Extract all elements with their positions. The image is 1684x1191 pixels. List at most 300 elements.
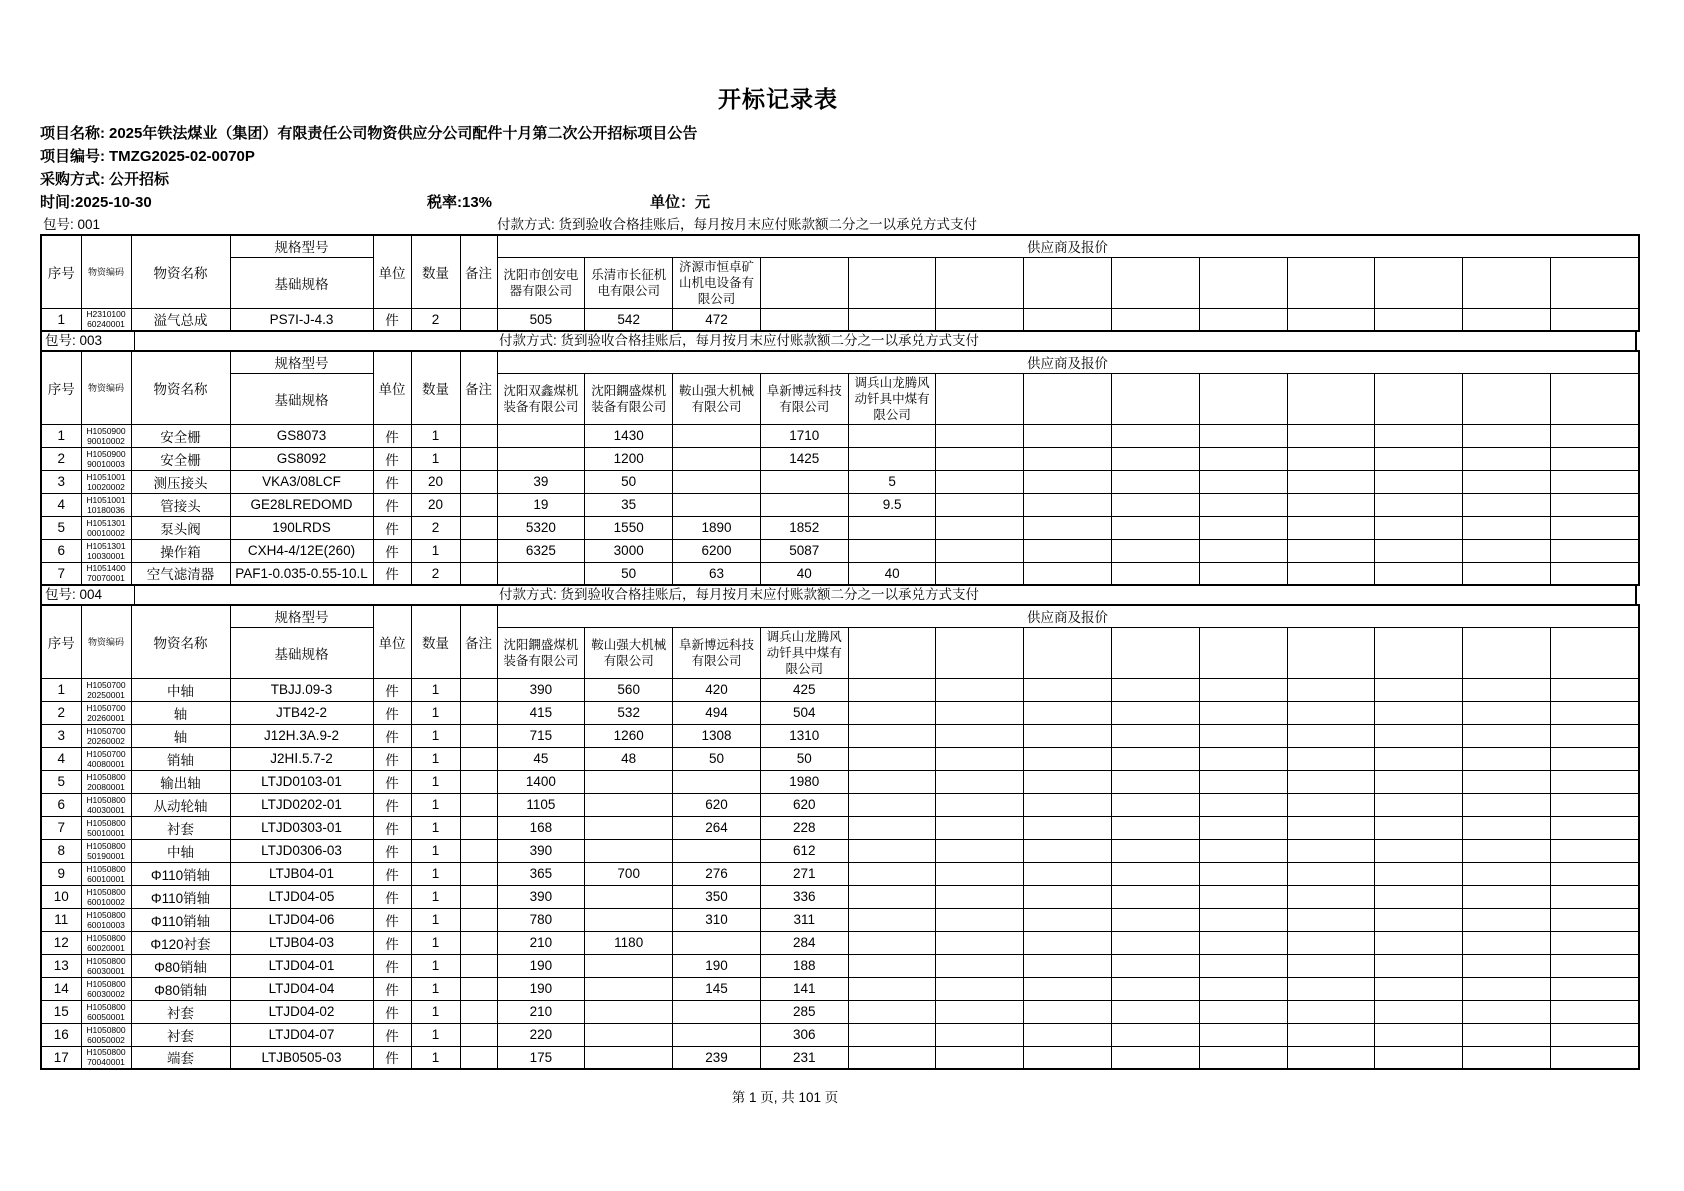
note-cell bbox=[460, 747, 497, 770]
empty-supplier-cell bbox=[1463, 627, 1551, 678]
empty-supplier-cell bbox=[936, 373, 1024, 424]
bid-cell bbox=[1112, 977, 1200, 1000]
bid-cell bbox=[1287, 516, 1375, 539]
bid-cell: 141 bbox=[760, 977, 848, 1000]
bid-cell bbox=[1551, 493, 1639, 516]
spec-cell: LTJD0103-01 bbox=[230, 770, 373, 793]
bid-cell bbox=[1375, 770, 1463, 793]
bid-cell: 228 bbox=[760, 816, 848, 839]
bid-cell: 35 bbox=[585, 493, 673, 516]
bid-cell bbox=[848, 724, 936, 747]
bid-cell: 1890 bbox=[673, 516, 761, 539]
bid-cell bbox=[1287, 977, 1375, 1000]
bid-cell: 63 bbox=[673, 562, 761, 585]
bid-cell: 365 bbox=[497, 862, 585, 885]
bid-cell bbox=[673, 493, 761, 516]
unit-field bbox=[650, 191, 710, 212]
bid-cell bbox=[585, 908, 673, 931]
bid-cell bbox=[497, 562, 585, 585]
bid-cell: 3000 bbox=[585, 539, 673, 562]
note-cell bbox=[460, 678, 497, 701]
bid-cell bbox=[585, 1046, 673, 1069]
material-name-cell: Φ110销轴 bbox=[131, 885, 230, 908]
bid-cell bbox=[585, 793, 673, 816]
note-cell bbox=[460, 954, 497, 977]
bid-cell bbox=[1024, 1000, 1112, 1023]
bid-cell bbox=[936, 839, 1024, 862]
empty-supplier-cell bbox=[1463, 373, 1551, 424]
tax-value: 13% bbox=[462, 194, 493, 211]
bid-cell bbox=[1199, 793, 1287, 816]
bid-cell: 1852 bbox=[760, 516, 848, 539]
bid-cell: 542 bbox=[585, 308, 673, 331]
spec-cell: LTJD0306-03 bbox=[230, 839, 373, 862]
bid-cell bbox=[848, 793, 936, 816]
bid-cell bbox=[1112, 862, 1200, 885]
qty-cell: 20 bbox=[411, 470, 460, 493]
note-cell bbox=[460, 839, 497, 862]
empty-supplier-cell bbox=[1287, 257, 1375, 308]
header-row-top bbox=[41, 605, 1639, 627]
material-code-line: 20260001 bbox=[87, 712, 125, 723]
seq-cell: 12 bbox=[41, 931, 81, 954]
unit-cell: 件 bbox=[373, 562, 411, 585]
bid-cell: 210 bbox=[497, 1000, 585, 1023]
material-code-line: 70070001 bbox=[87, 573, 125, 584]
bid-cell bbox=[1024, 770, 1112, 793]
empty-supplier-cell bbox=[848, 257, 936, 308]
spec-cell: LTJB0505-03 bbox=[230, 1046, 373, 1069]
meta-block bbox=[40, 122, 1640, 214]
bid-cell bbox=[1199, 931, 1287, 954]
bid-cell: 1400 bbox=[497, 770, 585, 793]
bid-cell: 48 bbox=[585, 747, 673, 770]
spec-cell: PS7I-J-4.3 bbox=[230, 308, 373, 331]
header-base-spec: 基础规格 bbox=[230, 257, 373, 308]
empty-supplier-cell bbox=[1199, 627, 1287, 678]
time-tax-unit-line bbox=[40, 191, 1640, 214]
payment-terms: 付款方式: 货到验收合格挂账后，每月按月末应付账款额二分之一以承兑方式支付 bbox=[499, 333, 980, 348]
seq-cell: 1 bbox=[41, 424, 81, 447]
bid-cell bbox=[1112, 954, 1200, 977]
material-code-line: 20260002 bbox=[87, 735, 125, 746]
bid-cell bbox=[848, 885, 936, 908]
seq-cell: 5 bbox=[41, 770, 81, 793]
bid-cell bbox=[1199, 1000, 1287, 1023]
bid-cell bbox=[673, 1000, 761, 1023]
bid-cell bbox=[1112, 770, 1200, 793]
material-code-line: 60240001 bbox=[87, 319, 125, 330]
bid-cell bbox=[1375, 701, 1463, 724]
bid-cell bbox=[848, 931, 936, 954]
bid-cell: 1550 bbox=[585, 516, 673, 539]
qty-cell: 1 bbox=[411, 908, 460, 931]
bid-cell: 5 bbox=[848, 470, 936, 493]
material-code-line: H1050800 bbox=[86, 794, 126, 805]
bid-cell bbox=[1463, 493, 1551, 516]
bid-cell bbox=[848, 908, 936, 931]
bid-cell bbox=[673, 470, 761, 493]
bid-cell: 532 bbox=[585, 701, 673, 724]
bid-cell bbox=[1024, 747, 1112, 770]
bid-cell: 168 bbox=[497, 816, 585, 839]
material-name-cell: Φ80销轴 bbox=[131, 977, 230, 1000]
bid-cell bbox=[1551, 724, 1639, 747]
seq-cell: 9 bbox=[41, 862, 81, 885]
bid-cell bbox=[936, 747, 1024, 770]
qty-cell: 1 bbox=[411, 1000, 460, 1023]
bid-cell: 560 bbox=[585, 678, 673, 701]
bid-cell bbox=[1024, 539, 1112, 562]
header-unit: 单位 bbox=[373, 605, 411, 678]
bid-cell: 220 bbox=[497, 1023, 585, 1046]
bid-cell: 231 bbox=[760, 1046, 848, 1069]
unit-cell: 件 bbox=[373, 954, 411, 977]
bid-cell bbox=[1287, 562, 1375, 585]
empty-supplier-cell bbox=[1112, 257, 1200, 308]
header-row-top bbox=[41, 351, 1639, 373]
material-code-cell bbox=[81, 539, 131, 562]
bid-cell bbox=[1551, 701, 1639, 724]
seq-cell: 6 bbox=[41, 539, 81, 562]
bid-cell bbox=[1199, 701, 1287, 724]
bid-cell: 40 bbox=[848, 562, 936, 585]
supplier-name-cell: 沈阳鐦盛煤机装备有限公司 bbox=[497, 627, 585, 678]
package-header-003 bbox=[40, 332, 1637, 350]
bid-cell bbox=[1112, 470, 1200, 493]
bid-cell bbox=[1287, 954, 1375, 977]
bid-cell bbox=[1199, 562, 1287, 585]
material-name-cell: 轴 bbox=[131, 701, 230, 724]
bid-cell bbox=[1199, 493, 1287, 516]
bid-cell: 311 bbox=[760, 908, 848, 931]
material-code-cell bbox=[81, 839, 131, 862]
package-header-004 bbox=[40, 586, 1637, 604]
bid-cell bbox=[936, 516, 1024, 539]
header-qty: 数量 bbox=[411, 235, 460, 308]
supplier-name-cell: 鞍山强大机械有限公司 bbox=[585, 627, 673, 678]
material-code-line: 50190001 bbox=[87, 850, 125, 861]
bid-cell bbox=[848, 516, 936, 539]
bid-cell: 390 bbox=[497, 678, 585, 701]
bid-cell bbox=[1551, 562, 1639, 585]
bid-cell bbox=[1551, 424, 1639, 447]
bid-cell bbox=[1375, 562, 1463, 585]
material-code-cell bbox=[81, 747, 131, 770]
material-name-cell: 泵头阀 bbox=[131, 516, 230, 539]
payment-terms: 付款方式: 货到验收合格挂账后，每月按月末应付账款额二分之一以承兑方式支付 bbox=[497, 217, 978, 232]
bid-cell bbox=[1287, 447, 1375, 470]
material-code-line: H1050800 bbox=[86, 978, 126, 989]
seq-cell: 8 bbox=[41, 839, 81, 862]
material-code-cell bbox=[81, 977, 131, 1000]
bid-cell bbox=[1463, 862, 1551, 885]
seq-cell: 6 bbox=[41, 793, 81, 816]
header-spec-model: 规格型号 bbox=[230, 351, 373, 373]
bid-cell bbox=[848, 816, 936, 839]
bid-cell: 1430 bbox=[585, 424, 673, 447]
procurement-method-value: 公开招标 bbox=[109, 171, 170, 188]
bid-cell: 1710 bbox=[760, 424, 848, 447]
table-row bbox=[41, 539, 1639, 562]
bid-cell bbox=[1199, 724, 1287, 747]
table-row bbox=[41, 885, 1639, 908]
procurement-method-line bbox=[40, 168, 1640, 191]
bid-cell bbox=[1024, 493, 1112, 516]
bid-cell bbox=[497, 424, 585, 447]
empty-supplier-cell bbox=[1463, 257, 1551, 308]
material-code-cell bbox=[81, 1000, 131, 1023]
unit-cell: 件 bbox=[373, 493, 411, 516]
table-row bbox=[41, 701, 1639, 724]
note-cell bbox=[460, 816, 497, 839]
package-header-001 bbox=[40, 216, 1637, 234]
bid-cell bbox=[1287, 1023, 1375, 1046]
qty-cell: 1 bbox=[411, 885, 460, 908]
bid-table-004 bbox=[40, 604, 1640, 1070]
bid-cell bbox=[936, 1000, 1024, 1023]
unit-cell: 件 bbox=[373, 862, 411, 885]
project-name-label: 项目名称: bbox=[40, 125, 105, 142]
header-qty: 数量 bbox=[411, 605, 460, 678]
bid-cell bbox=[1287, 747, 1375, 770]
bid-cell bbox=[1287, 308, 1375, 331]
unit-cell: 件 bbox=[373, 678, 411, 701]
bid-cell bbox=[1199, 1023, 1287, 1046]
empty-supplier-cell bbox=[1551, 373, 1639, 424]
bid-cell bbox=[1375, 539, 1463, 562]
bid-cell: 505 bbox=[497, 308, 585, 331]
material-name-cell: 安全栅 bbox=[131, 424, 230, 447]
material-code-line: 10180036 bbox=[87, 504, 125, 515]
bid-cell bbox=[585, 839, 673, 862]
material-code-line: 50010001 bbox=[87, 827, 125, 838]
bid-cell: 620 bbox=[760, 793, 848, 816]
spec-cell: LTJB04-01 bbox=[230, 862, 373, 885]
bid-cell bbox=[1112, 447, 1200, 470]
spec-cell: JTB42-2 bbox=[230, 701, 373, 724]
bid-cell: 271 bbox=[760, 862, 848, 885]
qty-cell: 20 bbox=[411, 493, 460, 516]
bid-cell bbox=[1112, 839, 1200, 862]
bid-cell: 264 bbox=[673, 816, 761, 839]
bid-cell bbox=[1199, 770, 1287, 793]
bid-cell bbox=[1551, 1023, 1639, 1046]
tax-label: 税率: bbox=[427, 194, 462, 211]
empty-supplier-cell bbox=[1287, 373, 1375, 424]
bid-cell: 780 bbox=[497, 908, 585, 931]
material-name-cell: 溢气总成 bbox=[131, 308, 230, 331]
bid-cell bbox=[1024, 908, 1112, 931]
bid-cell bbox=[1375, 1046, 1463, 1069]
material-code-cell bbox=[81, 308, 131, 331]
bid-cell bbox=[1551, 770, 1639, 793]
bid-cell bbox=[1463, 678, 1551, 701]
note-cell bbox=[460, 1046, 497, 1069]
bid-cell bbox=[1463, 885, 1551, 908]
bid-cell bbox=[848, 678, 936, 701]
material-code-line: H1051301 bbox=[86, 540, 126, 551]
unit-cell: 件 bbox=[373, 977, 411, 1000]
bid-cell bbox=[1024, 308, 1112, 331]
bid-cell bbox=[1199, 470, 1287, 493]
seq-cell: 17 bbox=[41, 1046, 81, 1069]
spec-cell: LTJD0202-01 bbox=[230, 793, 373, 816]
empty-supplier-cell bbox=[1199, 257, 1287, 308]
note-cell bbox=[460, 862, 497, 885]
table-row bbox=[41, 977, 1639, 1000]
bid-cell bbox=[936, 470, 1024, 493]
bid-cell bbox=[1551, 839, 1639, 862]
material-code-line: H1050800 bbox=[86, 932, 126, 943]
material-code-line: H1050700 bbox=[86, 748, 126, 759]
bid-cell bbox=[936, 724, 1024, 747]
note-cell bbox=[460, 701, 497, 724]
table-row bbox=[41, 747, 1639, 770]
unit-cell: 件 bbox=[373, 747, 411, 770]
material-code-cell bbox=[81, 701, 131, 724]
bid-cell bbox=[848, 862, 936, 885]
material-code-line: 90010003 bbox=[87, 458, 125, 469]
table-row bbox=[41, 678, 1639, 701]
unit-label: 单位： bbox=[650, 194, 696, 211]
spec-cell: LTJD04-06 bbox=[230, 908, 373, 931]
note-cell bbox=[460, 493, 497, 516]
seq-cell: 10 bbox=[41, 885, 81, 908]
bid-cell bbox=[936, 977, 1024, 1000]
spec-cell: GS8073 bbox=[230, 424, 373, 447]
bid-cell bbox=[1551, 1046, 1639, 1069]
bid-cell bbox=[1551, 954, 1639, 977]
bid-cell bbox=[936, 539, 1024, 562]
bid-cell: 6325 bbox=[497, 539, 585, 562]
header-material-name: 物资名称 bbox=[131, 351, 230, 424]
empty-supplier-cell bbox=[1287, 627, 1375, 678]
bid-cell bbox=[1112, 931, 1200, 954]
bid-cell bbox=[1463, 747, 1551, 770]
bid-cell bbox=[848, 1000, 936, 1023]
material-code-line: H1050800 bbox=[86, 817, 126, 828]
empty-supplier-cell bbox=[1024, 627, 1112, 678]
bid-cell bbox=[585, 816, 673, 839]
bid-cell: 9.5 bbox=[848, 493, 936, 516]
material-code-line: 60050001 bbox=[87, 1011, 125, 1022]
bid-cell bbox=[1024, 885, 1112, 908]
bid-cell bbox=[1463, 839, 1551, 862]
unit-cell: 件 bbox=[373, 724, 411, 747]
bid-cell bbox=[1287, 885, 1375, 908]
bid-cell bbox=[1287, 908, 1375, 931]
seq-cell: 1 bbox=[41, 678, 81, 701]
time-label: 时间: bbox=[40, 194, 75, 211]
material-code-line: H1050900 bbox=[86, 448, 126, 459]
bid-cell bbox=[848, 770, 936, 793]
unit-cell: 件 bbox=[373, 516, 411, 539]
bid-cell bbox=[1112, 747, 1200, 770]
bid-cell bbox=[1024, 724, 1112, 747]
unit-cell: 件 bbox=[373, 908, 411, 931]
bid-cell: 239 bbox=[673, 1046, 761, 1069]
bid-cell bbox=[1551, 862, 1639, 885]
bid-cell bbox=[1375, 1000, 1463, 1023]
material-code-line: 60030002 bbox=[87, 988, 125, 999]
header-note: 备注 bbox=[460, 351, 497, 424]
bid-cell: 284 bbox=[760, 931, 848, 954]
bid-cell bbox=[1024, 931, 1112, 954]
bid-cell bbox=[1024, 424, 1112, 447]
bid-cell: 1260 bbox=[585, 724, 673, 747]
table-row bbox=[41, 1046, 1639, 1069]
material-code-line: H1050800 bbox=[86, 1024, 126, 1035]
bid-cell bbox=[673, 447, 761, 470]
header-base-spec: 基础规格 bbox=[230, 627, 373, 678]
material-code-cell bbox=[81, 770, 131, 793]
header-seq: 序号 bbox=[41, 235, 81, 308]
material-name-cell: 中轴 bbox=[131, 678, 230, 701]
bid-cell bbox=[936, 493, 1024, 516]
bid-cell bbox=[585, 977, 673, 1000]
bid-cell: 310 bbox=[673, 908, 761, 931]
bid-cell bbox=[1463, 562, 1551, 585]
bid-cell: 19 bbox=[497, 493, 585, 516]
bid-cell bbox=[1551, 747, 1639, 770]
bid-cell bbox=[1287, 701, 1375, 724]
bid-cell bbox=[1463, 793, 1551, 816]
bid-cell bbox=[1375, 816, 1463, 839]
unit-cell: 件 bbox=[373, 770, 411, 793]
seq-cell: 4 bbox=[41, 747, 81, 770]
bid-cell bbox=[936, 701, 1024, 724]
material-code-line: H1050800 bbox=[86, 863, 126, 874]
bid-cell bbox=[1375, 678, 1463, 701]
qty-cell: 1 bbox=[411, 770, 460, 793]
material-name-cell: 管接头 bbox=[131, 493, 230, 516]
qty-cell: 2 bbox=[411, 308, 460, 331]
bid-cell bbox=[1551, 931, 1639, 954]
table-row bbox=[41, 493, 1639, 516]
bid-cell: 1310 bbox=[760, 724, 848, 747]
header-note: 备注 bbox=[460, 235, 497, 308]
table-row bbox=[41, 447, 1639, 470]
bid-cell bbox=[1375, 954, 1463, 977]
material-code-line: 60020001 bbox=[87, 942, 125, 953]
bid-cell bbox=[1199, 816, 1287, 839]
spec-cell: 190LRDS bbox=[230, 516, 373, 539]
bid-cell bbox=[1463, 724, 1551, 747]
qty-cell: 1 bbox=[411, 747, 460, 770]
qty-cell: 1 bbox=[411, 678, 460, 701]
empty-supplier-cell bbox=[1024, 257, 1112, 308]
unit-cell: 件 bbox=[373, 1023, 411, 1046]
time-value: 2025-10-30 bbox=[75, 194, 152, 211]
unit-cell: 件 bbox=[373, 539, 411, 562]
material-name-cell: 测压接头 bbox=[131, 470, 230, 493]
bid-cell: 336 bbox=[760, 885, 848, 908]
header-row-suppliers bbox=[41, 627, 1639, 678]
spec-cell: LTJD04-07 bbox=[230, 1023, 373, 1046]
spec-cell: TBJJ.09-3 bbox=[230, 678, 373, 701]
bid-cell bbox=[760, 308, 848, 331]
bid-cell bbox=[1375, 447, 1463, 470]
bid-cell: 715 bbox=[497, 724, 585, 747]
bid-cell bbox=[1287, 493, 1375, 516]
bid-cell: 39 bbox=[497, 470, 585, 493]
material-code-line: 10020002 bbox=[87, 481, 125, 492]
qty-cell: 1 bbox=[411, 424, 460, 447]
header-suppliers-band: 供应商及报价 bbox=[497, 351, 1639, 373]
table-row bbox=[41, 816, 1639, 839]
empty-supplier-cell bbox=[936, 257, 1024, 308]
